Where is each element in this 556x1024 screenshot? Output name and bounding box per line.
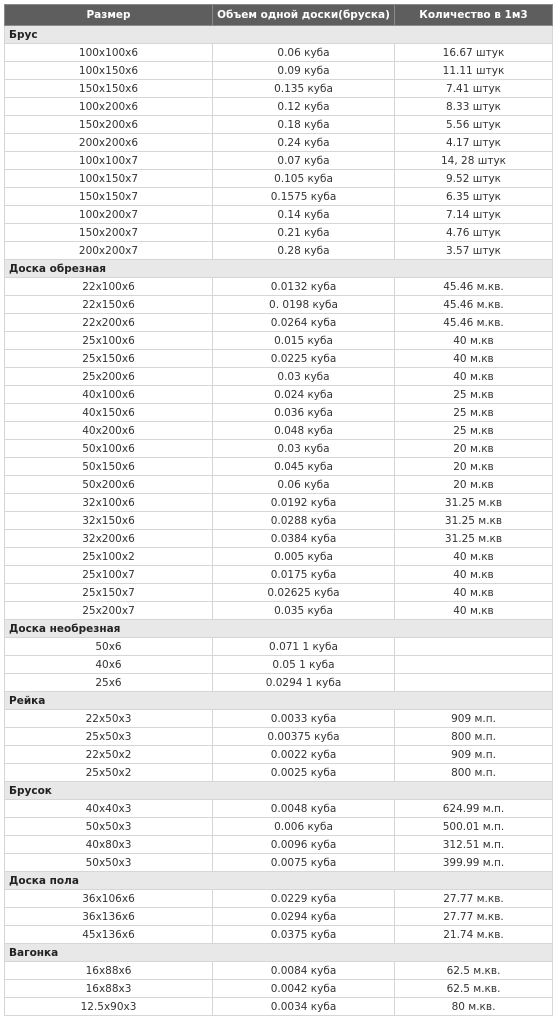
size-cell: 25x100x7: [5, 566, 213, 584]
table-row: [5, 44, 553, 62]
size-cell: 100x150x7: [5, 170, 213, 188]
quantity-cell: 62.5 м.кв.: [395, 962, 553, 980]
quantity-cell: 45.46 м.кв.: [395, 296, 553, 314]
size-cell: 25x200x6: [5, 368, 213, 386]
table-row: [5, 476, 553, 494]
table-row: [5, 80, 553, 98]
table-row: [5, 656, 553, 674]
quantity-cell: 27.77 м.кв.: [395, 890, 553, 908]
quantity-cell: 40 м.кв: [395, 566, 553, 584]
quantity-cell: 40 м.кв: [395, 548, 553, 566]
table-row: [5, 926, 553, 944]
quantity-cell: 25 м.кв: [395, 422, 553, 440]
size-cell: 22x50x3: [5, 710, 213, 728]
quantity-cell: 9.52 штук: [395, 170, 553, 188]
table-row: [5, 350, 553, 368]
quantity-cell: 14, 28 штук: [395, 152, 553, 170]
quantity-cell: 40 м.кв: [395, 368, 553, 386]
volume-cell: 0.12 куба: [213, 98, 395, 116]
table-row: [5, 674, 553, 692]
table-row: [5, 170, 553, 188]
size-cell: 40x100x6: [5, 386, 213, 404]
size-cell: 25x50x2: [5, 764, 213, 782]
size-cell: 50x150x6: [5, 458, 213, 476]
volume-cell: 0.14 куба: [213, 206, 395, 224]
quantity-cell: 31.25 м.кв: [395, 530, 553, 548]
volume-cell: 0.036 куба: [213, 404, 395, 422]
section-row: [5, 26, 553, 44]
quantity-cell: [395, 638, 553, 656]
quantity-cell: 25 м.кв: [395, 386, 553, 404]
size-cell: 22x150x6: [5, 296, 213, 314]
quantity-cell: 45.46 м.кв.: [395, 314, 553, 332]
quantity-cell: 25 м.кв: [395, 404, 553, 422]
table-row: [5, 458, 553, 476]
volume-cell: 0.0084 куба: [213, 962, 395, 980]
size-cell: 40x150x6: [5, 404, 213, 422]
quantity-cell: 6.35 штук: [395, 188, 553, 206]
table-row: [5, 116, 553, 134]
table-row: [5, 224, 553, 242]
quantity-cell: 7.14 штук: [395, 206, 553, 224]
table-row: [5, 746, 553, 764]
header-quantity: Количество в 1м3: [395, 5, 553, 26]
size-cell: 45x136x6: [5, 926, 213, 944]
quantity-cell: [395, 674, 553, 692]
size-cell: 22x50x2: [5, 746, 213, 764]
volume-cell: 0.0288 куба: [213, 512, 395, 530]
volume-cell: 0.05 1 куба: [213, 656, 395, 674]
volume-cell: 0.07 куба: [213, 152, 395, 170]
volume-cell: 0.006 куба: [213, 818, 395, 836]
volume-cell: 0.0294 куба: [213, 908, 395, 926]
size-cell: 22x200x6: [5, 314, 213, 332]
volume-cell: 0.0264 куба: [213, 314, 395, 332]
size-cell: 22x100x6: [5, 278, 213, 296]
volume-cell: 0.071 1 куба: [213, 638, 395, 656]
quantity-cell: [395, 656, 553, 674]
section-row: [5, 944, 553, 962]
size-cell: 50x50x3: [5, 854, 213, 872]
section-title: Доска обрезная: [5, 260, 553, 278]
size-cell: 100x100x6: [5, 44, 213, 62]
size-cell: 50x200x6: [5, 476, 213, 494]
quantity-cell: 27.77 м.кв.: [395, 908, 553, 926]
header-volume: Объем одной доски(бруска): [213, 5, 395, 26]
table-row: [5, 962, 553, 980]
size-cell: 100x200x7: [5, 206, 213, 224]
size-cell: 100x200x6: [5, 98, 213, 116]
size-cell: 25x100x6: [5, 332, 213, 350]
table-row: [5, 890, 553, 908]
volume-cell: 0.045 куба: [213, 458, 395, 476]
size-cell: 25x150x7: [5, 584, 213, 602]
volume-cell: 0.0033 куба: [213, 710, 395, 728]
table-row: [5, 332, 553, 350]
quantity-cell: 5.56 штук: [395, 116, 553, 134]
volume-cell: 0.06 куба: [213, 476, 395, 494]
quantity-cell: 3.57 штук: [395, 242, 553, 260]
volume-cell: 0.005 куба: [213, 548, 395, 566]
quantity-cell: 31.25 м.кв: [395, 494, 553, 512]
volume-cell: 0.0042 куба: [213, 980, 395, 998]
table-row: [5, 422, 553, 440]
table-body: [5, 26, 553, 1016]
size-cell: 200x200x6: [5, 134, 213, 152]
quantity-cell: 40 м.кв: [395, 350, 553, 368]
volume-cell: 0.02625 куба: [213, 584, 395, 602]
volume-cell: 0.105 куба: [213, 170, 395, 188]
volume-cell: 0.0096 куба: [213, 836, 395, 854]
volume-cell: 0.015 куба: [213, 332, 395, 350]
table-row: [5, 764, 553, 782]
section-title: Брусок: [5, 782, 553, 800]
table-row: [5, 602, 553, 620]
quantity-cell: 40 м.кв: [395, 584, 553, 602]
size-cell: 36x106x6: [5, 890, 213, 908]
table-row: [5, 278, 553, 296]
table-row: [5, 710, 553, 728]
table-row: [5, 242, 553, 260]
table-row: [5, 566, 553, 584]
quantity-cell: 624.99 м.п.: [395, 800, 553, 818]
size-cell: 150x150x6: [5, 80, 213, 98]
volume-cell: 0.0034 куба: [213, 998, 395, 1016]
volume-cell: 0.03 куба: [213, 440, 395, 458]
table-row: [5, 404, 553, 422]
section-row: [5, 872, 553, 890]
section-title: Вагонка: [5, 944, 553, 962]
size-cell: 40x80x3: [5, 836, 213, 854]
quantity-cell: 20 м.кв: [395, 458, 553, 476]
size-cell: 16x88x6: [5, 962, 213, 980]
quantity-cell: 11.11 штук: [395, 62, 553, 80]
size-cell: 25x100x2: [5, 548, 213, 566]
volume-cell: 0.21 куба: [213, 224, 395, 242]
quantity-cell: 40 м.кв: [395, 332, 553, 350]
table-row: [5, 512, 553, 530]
quantity-cell: 800 м.п.: [395, 728, 553, 746]
section-row: [5, 620, 553, 638]
volume-cell: 0.0022 куба: [213, 746, 395, 764]
size-cell: 40x200x6: [5, 422, 213, 440]
quantity-cell: 62.5 м.кв.: [395, 980, 553, 998]
quantity-cell: 20 м.кв: [395, 440, 553, 458]
quantity-cell: 500.01 м.п.: [395, 818, 553, 836]
table-row: [5, 980, 553, 998]
volume-cell: 0.09 куба: [213, 62, 395, 80]
table-row: [5, 314, 553, 332]
size-cell: 50x6: [5, 638, 213, 656]
size-cell: 40x6: [5, 656, 213, 674]
size-cell: 16x88x3: [5, 980, 213, 998]
volume-cell: 0.0075 куба: [213, 854, 395, 872]
table-row: [5, 998, 553, 1016]
table-row: [5, 440, 553, 458]
volume-cell: 0.24 куба: [213, 134, 395, 152]
quantity-cell: 80 м.кв.: [395, 998, 553, 1016]
quantity-cell: 20 м.кв: [395, 476, 553, 494]
volume-cell: 0.1575 куба: [213, 188, 395, 206]
size-cell: 50x50x3: [5, 818, 213, 836]
size-cell: 32x200x6: [5, 530, 213, 548]
header-row: [5, 5, 553, 26]
table-row: [5, 98, 553, 116]
table-row: [5, 638, 553, 656]
table-row: [5, 62, 553, 80]
size-cell: 25x50x3: [5, 728, 213, 746]
size-cell: 40x40x3: [5, 800, 213, 818]
table-row: [5, 548, 553, 566]
quantity-cell: 800 м.п.: [395, 764, 553, 782]
table-row: [5, 296, 553, 314]
section-row: [5, 782, 553, 800]
table-row: [5, 152, 553, 170]
header-size: Размер: [5, 5, 213, 26]
quantity-cell: 21.74 м.кв.: [395, 926, 553, 944]
volume-cell: 0.0294 1 куба: [213, 674, 395, 692]
size-cell: 150x200x6: [5, 116, 213, 134]
size-cell: 36x136x6: [5, 908, 213, 926]
table-row: [5, 386, 553, 404]
size-cell: 12.5x90x3: [5, 998, 213, 1016]
volume-cell: 0.048 куба: [213, 422, 395, 440]
table-row: [5, 494, 553, 512]
volume-cell: 0.135 куба: [213, 80, 395, 98]
quantity-cell: 40 м.кв: [395, 602, 553, 620]
volume-cell: 0.0192 куба: [213, 494, 395, 512]
section-title: Доска пола: [5, 872, 553, 890]
quantity-cell: 312.51 м.п.: [395, 836, 553, 854]
volume-cell: 0.035 куба: [213, 602, 395, 620]
table-row: [5, 134, 553, 152]
section-title: Доска необрезная: [5, 620, 553, 638]
table-row: [5, 908, 553, 926]
size-cell: 25x6: [5, 674, 213, 692]
table-row: [5, 188, 553, 206]
table-row: [5, 584, 553, 602]
table-row: [5, 368, 553, 386]
size-cell: 50x100x6: [5, 440, 213, 458]
size-cell: 200x200x7: [5, 242, 213, 260]
table-row: [5, 800, 553, 818]
volume-cell: 0.06 куба: [213, 44, 395, 62]
table-row: [5, 836, 553, 854]
size-cell: 32x100x6: [5, 494, 213, 512]
volume-cell: 0.0229 куба: [213, 890, 395, 908]
volume-cell: 0.00375 куба: [213, 728, 395, 746]
volume-cell: 0.03 куба: [213, 368, 395, 386]
volume-cell: 0.18 куба: [213, 116, 395, 134]
table-row: [5, 854, 553, 872]
volume-cell: 0.0175 куба: [213, 566, 395, 584]
quantity-cell: 909 м.п.: [395, 746, 553, 764]
volume-cell: 0.0025 куба: [213, 764, 395, 782]
quantity-cell: 16.67 штук: [395, 44, 553, 62]
section-row: [5, 260, 553, 278]
table-row: [5, 728, 553, 746]
quantity-cell: 4.17 штук: [395, 134, 553, 152]
size-cell: 150x200x7: [5, 224, 213, 242]
quantity-cell: 4.76 штук: [395, 224, 553, 242]
table-row: [5, 818, 553, 836]
section-row: [5, 692, 553, 710]
table-row: [5, 530, 553, 548]
section-title: Брус: [5, 26, 553, 44]
lumber-volume-table: [4, 4, 553, 1016]
volume-cell: 0.28 куба: [213, 242, 395, 260]
size-cell: 32x150x6: [5, 512, 213, 530]
size-cell: 100x100x7: [5, 152, 213, 170]
volume-cell: 0.0048 куба: [213, 800, 395, 818]
volume-cell: 0.0225 куба: [213, 350, 395, 368]
quantity-cell: 399.99 м.п.: [395, 854, 553, 872]
volume-cell: 0.0375 куба: [213, 926, 395, 944]
size-cell: 25x200x7: [5, 602, 213, 620]
quantity-cell: 31.25 м.кв: [395, 512, 553, 530]
size-cell: 25x150x6: [5, 350, 213, 368]
section-title: Рейка: [5, 692, 553, 710]
quantity-cell: 8.33 штук: [395, 98, 553, 116]
volume-cell: 0. 0198 куба: [213, 296, 395, 314]
table-row: [5, 206, 553, 224]
quantity-cell: 45.46 м.кв.: [395, 278, 553, 296]
size-cell: 150x150x7: [5, 188, 213, 206]
quantity-cell: 909 м.п.: [395, 710, 553, 728]
volume-cell: 0.024 куба: [213, 386, 395, 404]
volume-cell: 0.0132 куба: [213, 278, 395, 296]
size-cell: 100x150x6: [5, 62, 213, 80]
quantity-cell: 7.41 штук: [395, 80, 553, 98]
volume-cell: 0.0384 куба: [213, 530, 395, 548]
